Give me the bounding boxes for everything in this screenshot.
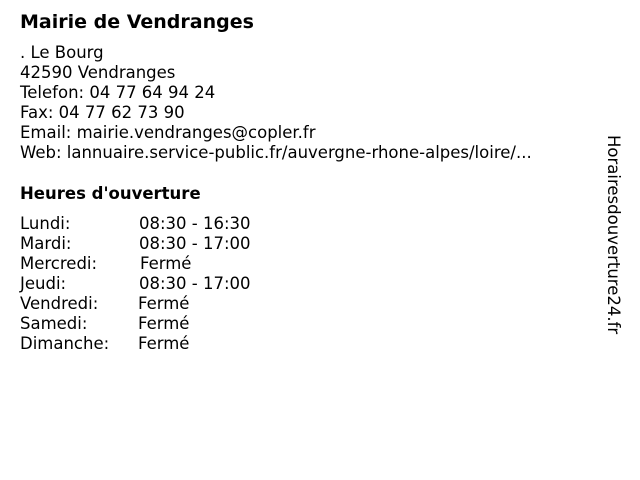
hours-row-thursday xyxy=(20,274,280,294)
site-watermark: Horairesdouverture24.fr xyxy=(604,135,623,335)
email-address: Email: mairie.vendranges@copler.fr xyxy=(20,123,316,142)
time-value: Fermé xyxy=(138,334,190,353)
day-label: Samedi: xyxy=(20,314,88,333)
time-value: Fermé xyxy=(140,254,192,273)
hours-row-tuesday xyxy=(20,234,280,254)
page-title: Mairie de Vendranges xyxy=(20,11,254,33)
day-label: Vendredi: xyxy=(20,294,99,313)
hours-heading: Heures d'ouverture xyxy=(20,184,201,203)
time-value: 08:30 - 17:00 xyxy=(139,234,251,253)
hours-row-monday xyxy=(20,214,280,234)
hours-row-friday xyxy=(20,294,280,314)
time-value: Fermé xyxy=(138,314,190,333)
hours-row-sunday xyxy=(20,334,280,354)
day-label: Mardi: xyxy=(20,234,72,253)
day-label: Jeudi: xyxy=(20,274,67,293)
hours-row-saturday xyxy=(20,314,280,334)
day-label: Lundi: xyxy=(20,214,71,233)
address-city: 42590 Vendranges xyxy=(20,63,176,82)
time-value: Fermé xyxy=(138,294,190,313)
time-value: 08:30 - 16:30 xyxy=(139,214,251,233)
website-url: Web: lannuaire.service-public.fr/auvergne-rhone-alpes/loire/... xyxy=(20,143,532,162)
time-value: 08:30 - 17:00 xyxy=(139,274,251,293)
contact-block xyxy=(20,43,532,163)
day-label: Mercredi: xyxy=(20,254,98,273)
day-label: Dimanche: xyxy=(20,334,110,353)
phone-number: Telefon: 04 77 64 94 24 xyxy=(20,83,216,102)
hours-row-wednesday xyxy=(20,254,280,274)
fax-number: Fax: 04 77 62 73 90 xyxy=(20,103,185,122)
opening-hours-list xyxy=(20,214,280,354)
address-street: . Le Bourg xyxy=(20,43,104,62)
